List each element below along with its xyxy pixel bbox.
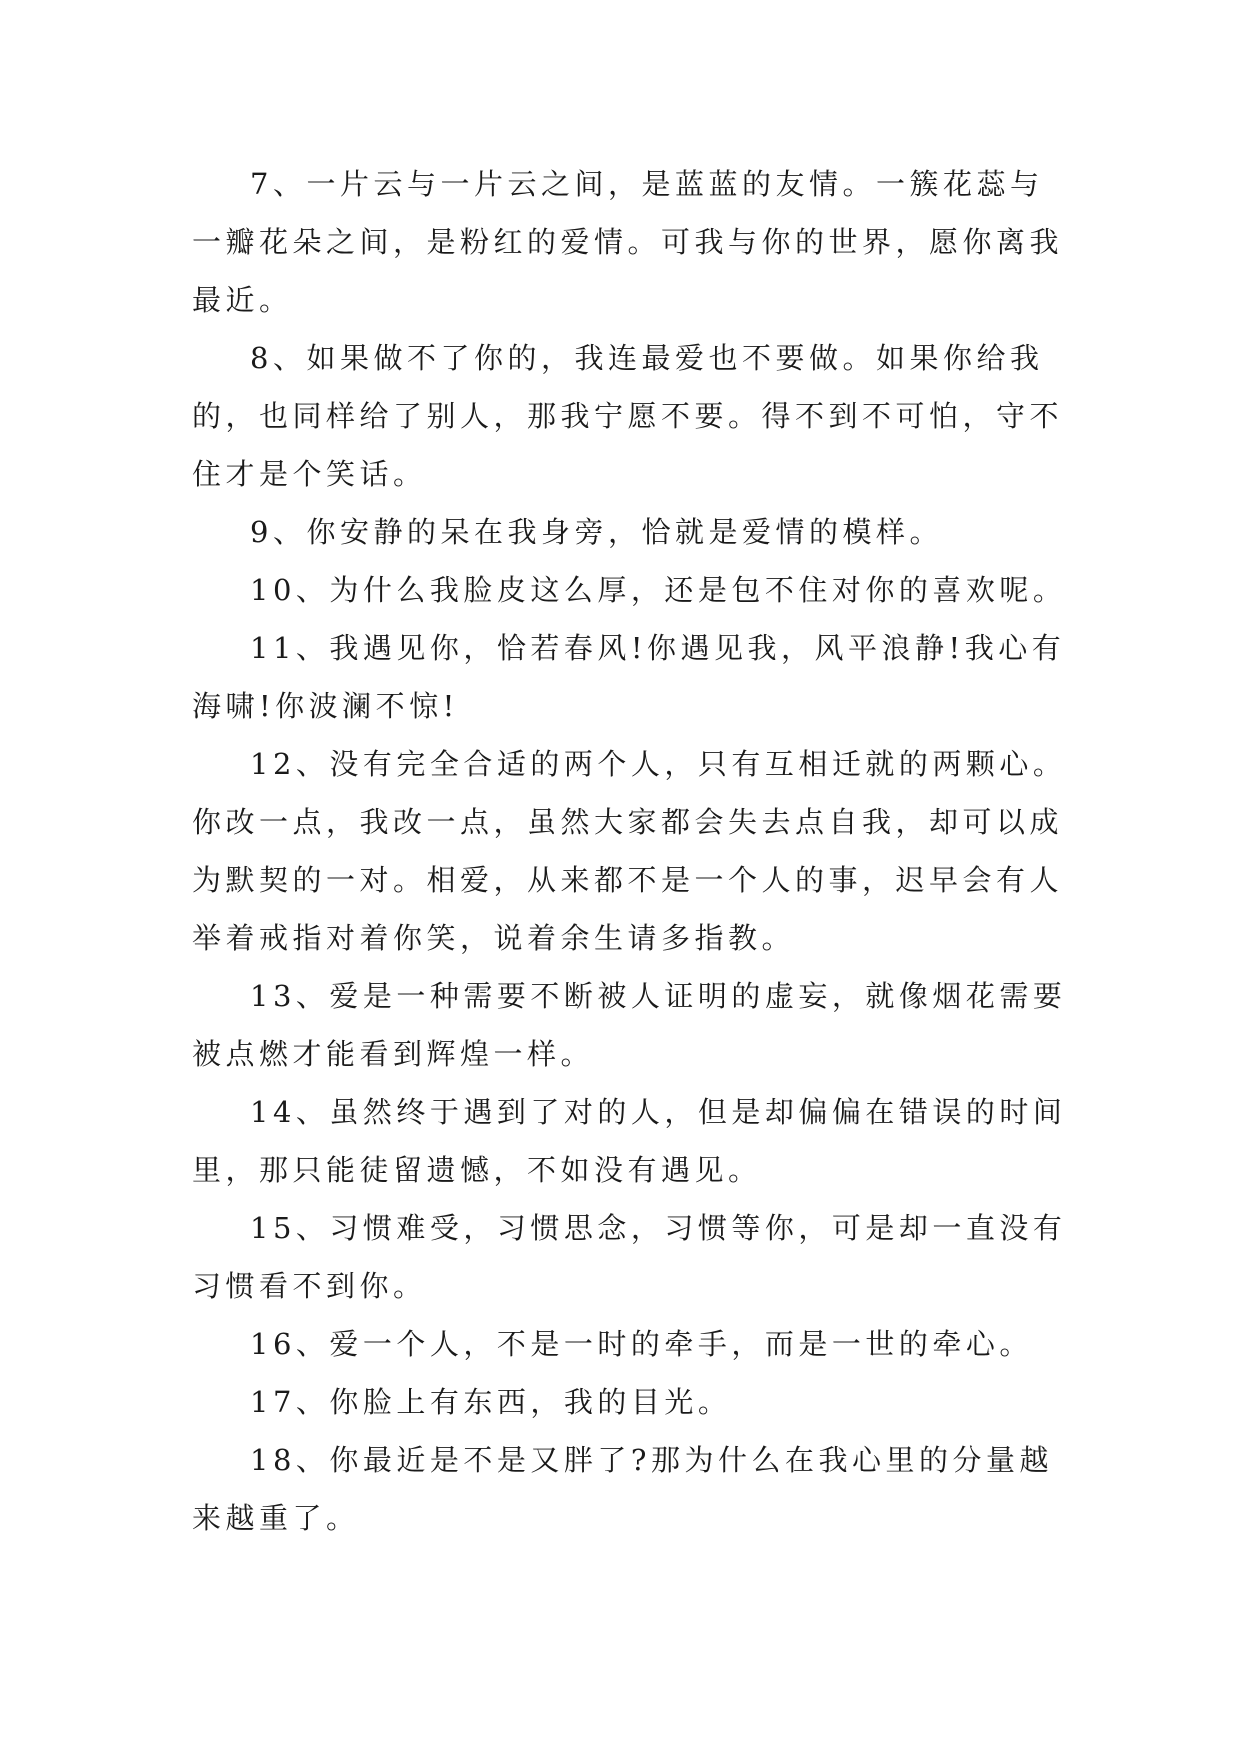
paragraph-14: 14、虽然终于遇到了对的人，但是却偏偏在错误的时间里，那只能徒留遗憾，不如没有遇见。	[192, 1095, 1067, 1187]
paragraph-15: 15、习惯难受，习惯思念，习惯等你，可是却一直没有习惯看不到你。	[192, 1211, 1067, 1303]
paragraph-11: 11、我遇见你，恰若春风!你遇见我，风平浪静!我心有海啸!你波澜不惊!	[192, 631, 1066, 723]
document-body	[192, 155, 1072, 1547]
paragraph-17: 17、你脸上有东西，我的目光。	[250, 1385, 732, 1419]
paragraph-8: 8、如果做不了你的，我连最爱也不要做。如果你给我的，也同样给了别人，那我宁愿不要。得不到不可怕，守不住才是个笑话。	[192, 341, 1064, 491]
paragraph-10: 10、为什么我脸皮这么厚，还是包不住对你的喜欢呢。	[250, 573, 1067, 607]
paragraph-7: 7、一片云与一片云之间，是蓝蓝的友情。一簇花蕊与一瓣花朵之间，是粉红的爱情。可我与你的世界，愿你离我最近。	[192, 167, 1064, 317]
paragraph-16: 16、爱一个人，不是一时的牵手，而是一世的牵心。	[250, 1327, 1033, 1361]
paragraph-18: 18、你最近是不是又胖了?那为什么在我心里的分量越来越重了。	[192, 1443, 1053, 1535]
paragraph-12: 12、没有完全合适的两个人，只有互相迁就的两颗心。你改一点，我改一点，虽然大家都会失去点自我，却可以成为默契的一对。相爱，从来都不是一个人的事，迟早会有人举着戒指对着你笑，说着余生请多指教。	[192, 747, 1067, 955]
paragraph-13: 13、爱是一种需要不断被人证明的虚妄，就像烟花需要被点燃才能看到辉煌一样。	[192, 979, 1067, 1071]
paragraph-9: 9、你安静的呆在我身旁，恰就是爱情的模样。	[250, 515, 943, 549]
